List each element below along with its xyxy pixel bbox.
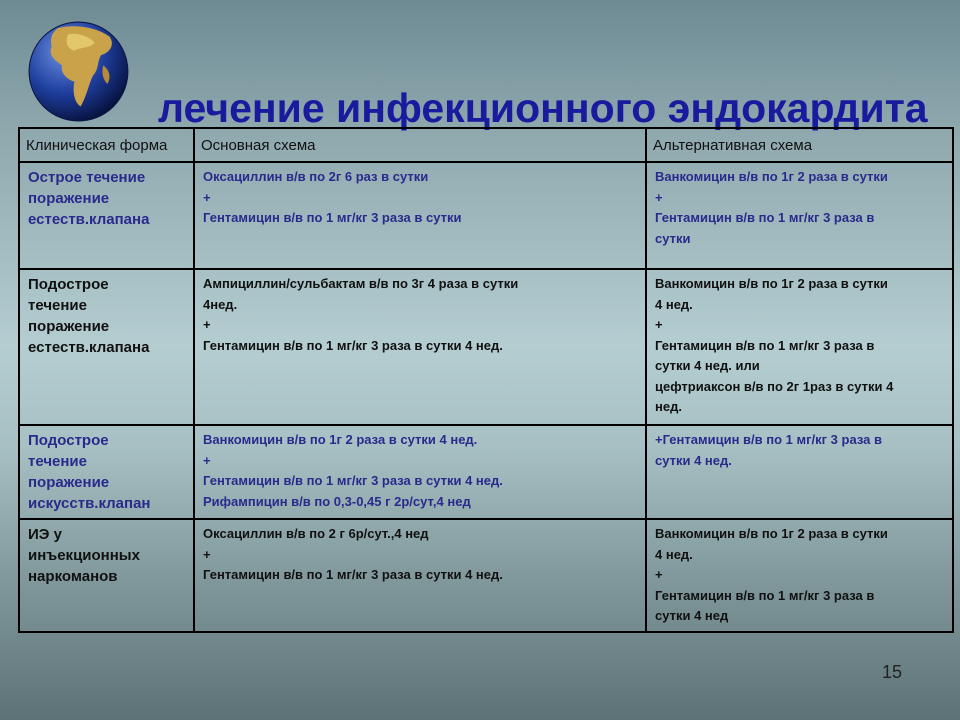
main-scheme-cell <box>194 269 646 425</box>
text-line: сутки 4 нед. <box>655 452 732 468</box>
text-line: естеств.клапана <box>28 339 150 356</box>
text-line: Гентамицин в/в по 1 мг/кг 3 раза в <box>655 337 875 353</box>
text-line: 4 нед. <box>655 296 693 312</box>
alt-scheme-cell <box>646 519 953 632</box>
main-scheme-cell <box>194 519 646 632</box>
text-line: + <box>655 317 663 332</box>
text-line: ИЭ у <box>28 526 62 543</box>
text-line: Ванкомицин в/в по 1г 2 раза в сутки <box>655 526 888 541</box>
text-line: + <box>203 189 211 205</box>
text-line: поражение <box>28 318 110 335</box>
text-line: Оксациллин в/в по 2г 6 раз в сутки <box>203 169 429 184</box>
text-line: Гентамицин в/в по 1 мг/кг 3 раза в сутки <box>203 210 462 225</box>
text-line: течение <box>28 453 87 470</box>
clinical-form-cell <box>19 269 194 425</box>
table-row <box>19 519 953 632</box>
text-line: инъекционных <box>28 547 140 564</box>
text-line: Рифампицин в/в по 0,3-0,45 г 2р/сут,4 нед <box>203 493 471 509</box>
text-line: Ванкомицин в/в по 1г 2 раза в сутки <box>655 169 888 184</box>
table-row <box>19 425 953 519</box>
text-line: + <box>203 546 211 562</box>
text-line: поражение <box>28 190 110 207</box>
text-line: Острое течение <box>28 169 146 186</box>
text-line: течение <box>28 297 87 314</box>
text-line: + <box>203 452 211 468</box>
globe-icon <box>27 20 130 123</box>
text-line: Гентамицин в/в по 1 мг/кг 3 раза в <box>655 587 875 603</box>
text-line: Ванкомицин в/в по 1г 2 раза в сутки 4 нед. <box>203 432 478 447</box>
main-scheme-cell <box>194 162 646 269</box>
table-row <box>19 269 953 425</box>
page-title: лечение инфекционного эндокардита <box>158 85 928 131</box>
main-scheme-cell <box>194 425 646 519</box>
text-line: Подострое <box>28 432 109 449</box>
treatment-table <box>18 127 954 633</box>
text-line: Оксациллин в/в по 2 г 6р/сут.,4 нед <box>203 526 429 541</box>
alt-scheme-cell <box>646 425 953 519</box>
text-line: сутки <box>655 230 691 246</box>
header-main-scheme: Основная схема <box>194 128 646 162</box>
text-line: Гентамицин в/в по 1 мг/кг 3 раза в сутки 4 нед. <box>203 567 503 582</box>
text-line: 4 нед. <box>655 546 693 562</box>
text-line: + <box>203 317 211 332</box>
text-line: цефтриаксон в/в по 2г 1раз в сутки 4 <box>655 378 894 394</box>
table-row <box>19 162 953 269</box>
text-line: Ампициллин/сульбактам в/в по 3г 4 раза в сутки <box>203 276 519 291</box>
text-line: Ванкомицин в/в по 1г 2 раза в сутки <box>655 276 888 291</box>
text-line: Гентамицин в/в по 1 мг/кг 3 раза в сутки 4 нед. <box>203 473 503 488</box>
text-line: сутки 4 нед <box>655 608 729 623</box>
header-alt-scheme: Альтернативная схема <box>646 128 953 162</box>
text-line: + <box>655 567 663 582</box>
header-clinical-form: Клиническая форма <box>19 128 194 162</box>
text-line: +Гентамицин в/в по 1 мг/кг 3 раза в <box>655 432 882 447</box>
text-line: Подострое <box>28 276 109 293</box>
text-line: нед. <box>655 399 682 414</box>
table-header-row <box>19 128 953 162</box>
text-line: + <box>655 189 663 205</box>
clinical-form-cell <box>19 162 194 269</box>
clinical-form-cell <box>19 425 194 519</box>
alt-scheme-cell <box>646 162 953 269</box>
alt-scheme-cell <box>646 269 953 425</box>
text-line: искусств.клапан <box>28 495 151 512</box>
page-number: 15 <box>882 662 903 682</box>
clinical-form-cell <box>19 519 194 632</box>
text-line: сутки 4 нед. или <box>655 358 760 373</box>
text-line: Гентамицин в/в по 1 мг/кг 3 раза в <box>655 210 875 225</box>
text-line: 4нед. <box>203 296 238 312</box>
text-line: естеств.клапана <box>28 211 150 228</box>
text-line: поражение <box>28 474 110 491</box>
text-line: наркоманов <box>28 568 118 585</box>
text-line: Гентамицин в/в по 1 мг/кг 3 раза в сутки 4 нед. <box>203 337 503 353</box>
